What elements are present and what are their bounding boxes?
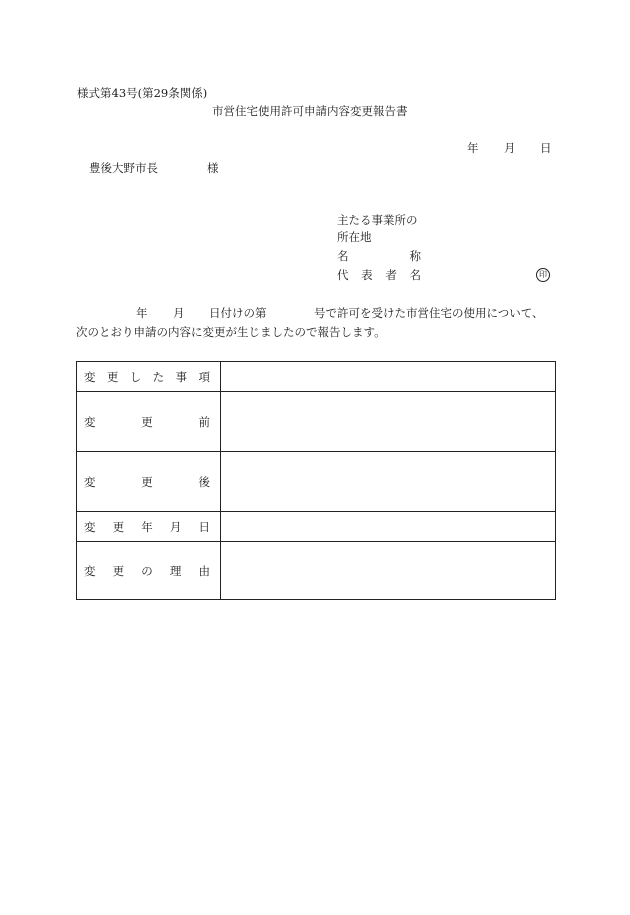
table-row xyxy=(77,512,556,542)
report-table xyxy=(76,361,556,600)
label-char: し xyxy=(129,369,142,384)
change-date-field[interactable] xyxy=(221,512,556,542)
after-change-field[interactable] xyxy=(221,452,556,512)
body-day-suffix: 日付けの第 xyxy=(209,306,267,320)
date-year-label: 年 xyxy=(467,141,479,155)
label-char: 変 xyxy=(84,414,96,429)
label-char: 事 xyxy=(175,369,188,384)
body-year-label: 年 xyxy=(136,306,148,320)
addressee-honorific: 様 xyxy=(207,161,219,175)
table-row xyxy=(77,452,556,512)
label-char: 変 xyxy=(84,369,96,384)
label-char: 名 xyxy=(409,268,421,282)
body-line-2: 次のとおり申請の内容に変更が生じましたので報告します。 xyxy=(76,325,386,339)
table-row xyxy=(77,362,556,392)
label-char: 理 xyxy=(169,563,182,578)
label-char: 日 xyxy=(198,519,210,534)
label-char: 更 xyxy=(141,474,153,489)
change-reason-field[interactable] xyxy=(221,542,556,600)
representative-label xyxy=(337,270,421,282)
row-label-change-date xyxy=(77,512,221,542)
label-char: 前 xyxy=(198,414,210,429)
addressee-name: 豊後大野市長 xyxy=(89,161,158,175)
label-char: 称 xyxy=(409,249,421,263)
label-char: 者 xyxy=(385,268,397,282)
date-month-label: 月 xyxy=(504,141,516,155)
label-char: 項 xyxy=(198,369,210,384)
table-row xyxy=(77,542,556,600)
form-number: 様式第43号(第29条関係) xyxy=(77,86,208,100)
body-number-suffix: 号で許可を受けた市営住宅の使用について、 xyxy=(314,306,544,320)
label-char: 代 xyxy=(337,268,349,282)
row-label-before-change xyxy=(77,392,221,452)
label-char: 更 xyxy=(106,369,119,384)
document-title: 市営住宅使用許可申請内容変更報告書 xyxy=(212,104,408,118)
date-day-label: 日 xyxy=(540,141,552,155)
label-char: 表 xyxy=(361,268,373,282)
label-char: 月 xyxy=(169,519,182,534)
label-char: 更 xyxy=(141,414,153,429)
label-char: 変 xyxy=(84,563,96,578)
seal-mark xyxy=(536,268,550,282)
label-char: 更 xyxy=(112,563,125,578)
table-row xyxy=(77,392,556,452)
row-label-change-reason xyxy=(77,542,221,600)
row-label-after-change xyxy=(77,452,221,512)
label-char: 変 xyxy=(84,519,96,534)
label-char: 名 xyxy=(337,249,349,263)
seal-icon: 印 xyxy=(536,268,550,282)
label-char: の xyxy=(141,563,153,578)
changed-item-field[interactable] xyxy=(221,362,556,392)
label-char: た xyxy=(152,369,165,384)
office-label-line2: 所在地 xyxy=(337,230,372,244)
before-change-field[interactable] xyxy=(221,392,556,452)
body-month-label: 月 xyxy=(173,306,185,320)
label-char: 年 xyxy=(141,519,153,534)
label-char: 後 xyxy=(198,474,210,489)
label-char: 更 xyxy=(112,519,125,534)
applicant-name-label xyxy=(337,251,421,263)
label-char: 変 xyxy=(84,474,96,489)
office-label-line1: 主たる事業所の xyxy=(337,213,418,227)
row-label-changed-item xyxy=(77,362,221,392)
label-char: 由 xyxy=(198,563,210,578)
